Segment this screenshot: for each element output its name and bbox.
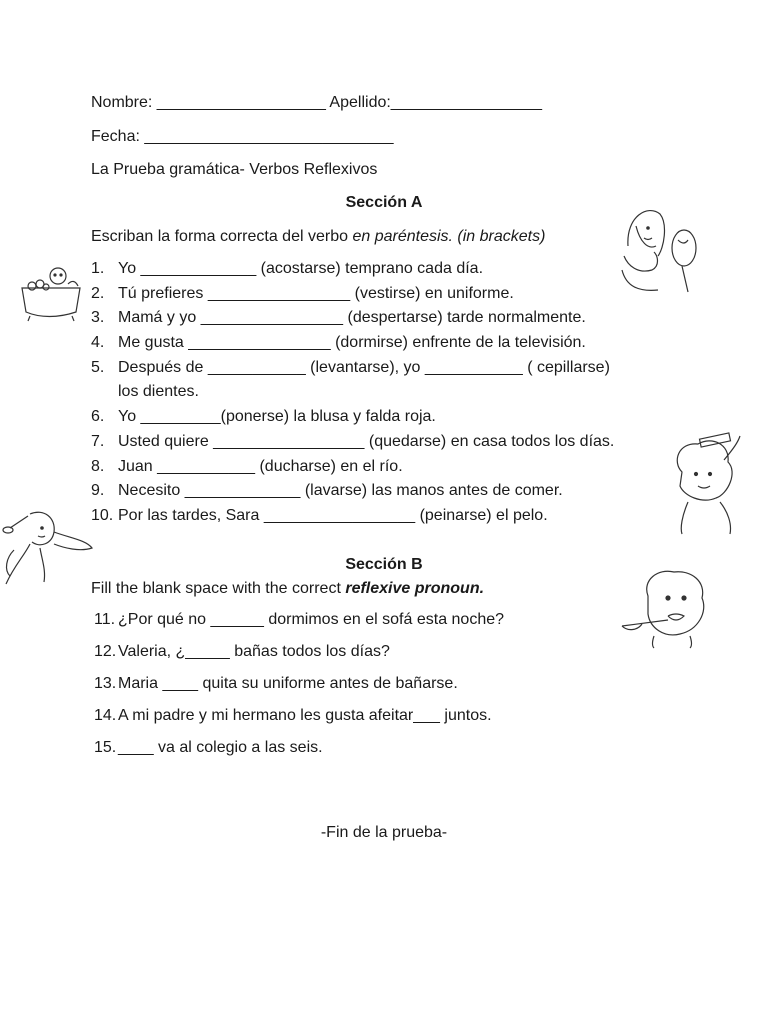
test-title: La Prueba gramática- Verbos Reflexivos: [91, 161, 378, 178]
question-text: Después de ___________ (levantarse), yo ___________ ( cepillarse): [118, 358, 610, 376]
question-text: Valeria, ¿_____ bañas todos los días?: [118, 643, 390, 660]
question-number: 2.: [91, 284, 105, 302]
question-text: Usted quiere _________________ (quedarse) en casa todos los días.: [118, 432, 615, 450]
question-text: Yo _________(ponerse) la blusa y falda roja.: [118, 408, 436, 426]
question-number: 7.: [91, 432, 105, 450]
question-number: 11.: [94, 611, 116, 628]
name-field-line: Nombre: ___________________ Apellido:_________________: [91, 94, 543, 111]
question-number: 5.: [91, 358, 105, 376]
question-text: Juan ___________ (ducharse) en el río.: [118, 457, 403, 475]
boy-brushing-teeth-icon: [618, 566, 714, 648]
question-number: 12.: [94, 643, 117, 660]
question-text: los dientes.: [118, 383, 199, 401]
question-text: ¿Por qué no ______ dormimos en el sofá esta noche?: [118, 611, 505, 628]
question-text: Por las tardes, Sara _________________ (peinarse) el pelo.: [118, 506, 548, 524]
question-number: 1.: [91, 260, 105, 277]
section-b-heading: Sección B: [345, 556, 423, 573]
question-text: Necesito _____________ (lavarse) las manos antes de comer.: [118, 482, 563, 500]
question-number: 9.: [91, 482, 105, 500]
question-number: 4.: [91, 334, 105, 352]
section-a-instruction-italic: en paréntesis. (in brackets): [352, 228, 546, 245]
section-b-instruction-text: Fill the blank space with the correct: [91, 580, 346, 597]
question-number: 15.: [94, 739, 117, 756]
boy-combing-hair-icon: [668, 432, 752, 536]
question-text: Yo _____________ (acostarse) temprano cada día.: [118, 260, 484, 277]
section-b-instruction: [91, 580, 484, 598]
section-a-heading: Sección A: [345, 194, 423, 211]
date-field-line: Fecha: ____________________________: [91, 128, 394, 145]
question-text: A mi padre y mi hermano les gusta afeitar___ juntos.: [118, 707, 492, 724]
section-a-instruction: [91, 228, 545, 246]
girl-with-mirror-icon: [618, 196, 700, 296]
question-text: ____ va al colegio a las seis.: [118, 739, 323, 756]
question-text: Mamá y yo ________________ (despertarse) tarde normalmente.: [118, 309, 586, 327]
section-b-instruction-emphasis: reflexive pronoun.: [345, 580, 485, 597]
section-a-instruction-text: Escriban la forma correcta del verbo: [91, 228, 353, 245]
question-number: 3.: [91, 309, 105, 327]
end-of-test-text: -Fin de la prueba-: [320, 824, 448, 841]
question-number: 13.: [94, 675, 117, 692]
question-text: Tú prefieres ________________ (vestirse) en uniforme.: [118, 284, 514, 302]
question-number: 6.: [91, 408, 105, 426]
question-number: 14.: [94, 707, 117, 724]
girl-brushing-hair-icon: [0, 504, 96, 594]
child-in-bathtub-icon: [18, 266, 84, 322]
question-text: Me gusta ________________ (dormirse) enfrente de la televisión.: [118, 334, 586, 352]
question-number: 8.: [91, 457, 105, 475]
question-text: Maria ____ quita su uniforme antes de bañarse.: [118, 675, 458, 692]
question-number: 10.: [91, 506, 114, 524]
